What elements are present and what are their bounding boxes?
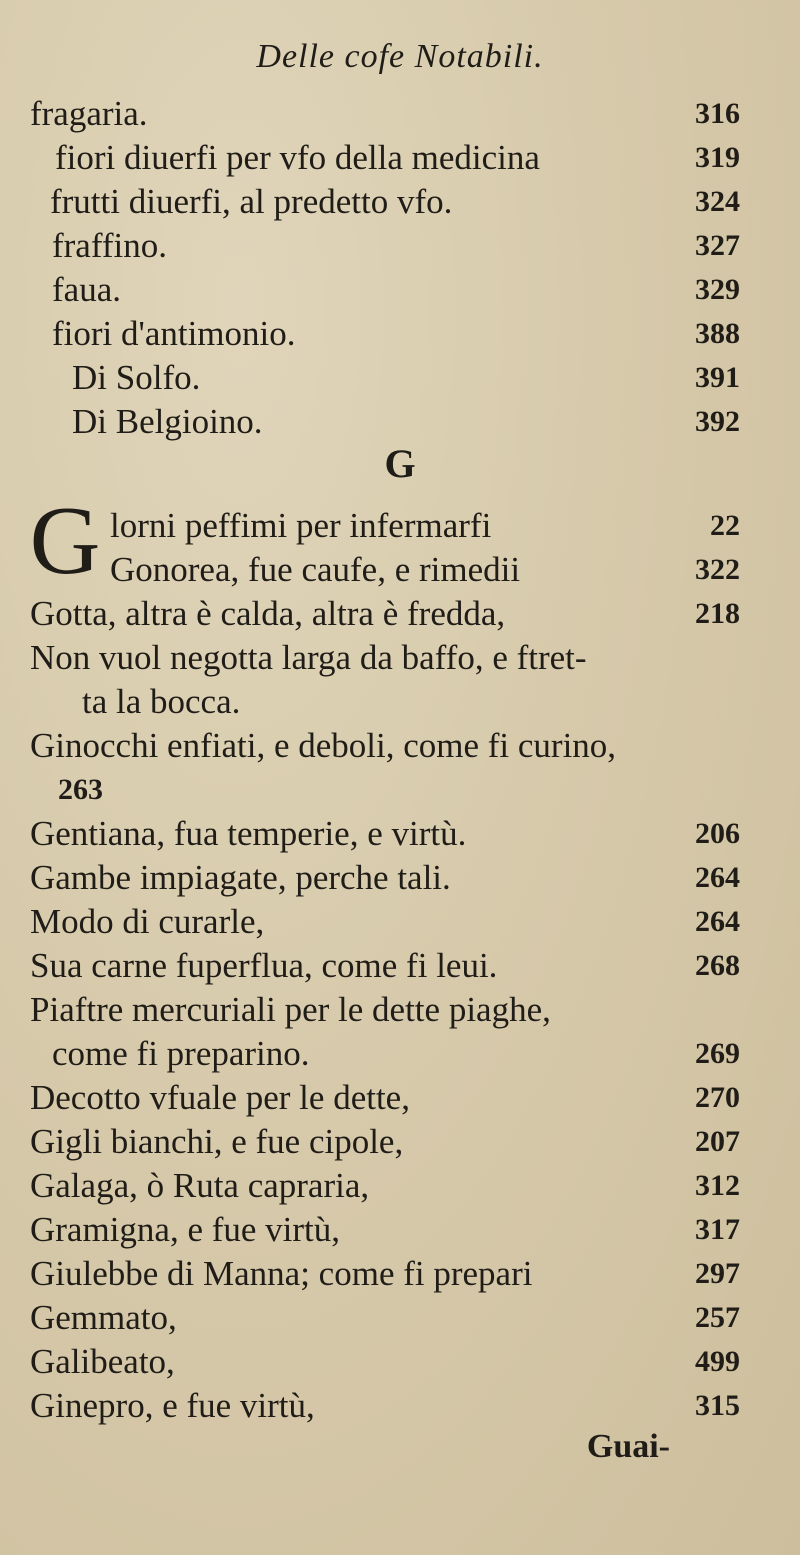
entry-page: 317	[695, 1213, 740, 1246]
entry-text: Gramigna, e fue virtù,	[30, 1210, 341, 1249]
entry-text: Modo di curarle,	[30, 902, 265, 941]
index-entry	[52, 224, 740, 268]
entry-text: fraffino.	[52, 226, 167, 265]
entry-text: Sua carne fuperflua, come fi leui.	[30, 946, 498, 985]
index-entry	[30, 812, 740, 856]
entry-text: Gentiana, fua temperie, e virtù.	[30, 814, 467, 853]
entry-page: 499	[695, 1345, 740, 1378]
entry-text: Gonorea, fue caufe, e rimedii	[110, 550, 521, 589]
entry-text: Gotta, altra è calda, altra è fredda,	[30, 594, 506, 633]
entry-text: Gambe impiagate, perche tali.	[30, 858, 451, 897]
index-entry	[58, 768, 358, 812]
entry-text: ta la bocca.	[82, 682, 241, 721]
index-entry	[30, 1120, 740, 1164]
entry-text: Giulebbe di Manna; come fi prepari	[30, 1254, 533, 1293]
section-letter: G	[384, 441, 416, 486]
index-entry	[30, 1384, 740, 1428]
index-entry	[30, 1164, 740, 1208]
entry-page: 218	[695, 597, 740, 630]
entry-page: 322	[695, 553, 740, 586]
entry-text: Ginocchi enfiati, e deboli, come fi curino,	[30, 726, 617, 765]
index-entry	[52, 1032, 740, 1076]
entry-text: Piaftre mercuriali per le dette piaghe,	[30, 990, 551, 1029]
entry-text: Di Belgioino.	[72, 402, 263, 441]
index-entry	[30, 856, 740, 900]
entry-page: 315	[695, 1389, 740, 1422]
index-entry	[50, 180, 740, 224]
entry-page: 264	[695, 905, 740, 938]
index-entry	[30, 944, 740, 988]
entry-text: Galibeato,	[30, 1342, 175, 1381]
index-entry	[52, 268, 740, 312]
index-entry	[30, 636, 770, 680]
index-entry	[30, 1252, 740, 1296]
entry-text: Di Solfo.	[72, 358, 201, 397]
entry-text: fiori diuerfi per vfo della medicina	[55, 138, 540, 177]
index-entry	[30, 1340, 740, 1384]
entry-text: faua.	[52, 270, 121, 309]
running-header: Delle cofe Notabili.	[256, 38, 544, 75]
entry-page: 316	[695, 97, 740, 130]
index-entry	[30, 92, 740, 136]
index-entry	[52, 312, 740, 356]
entry-page: 388	[695, 317, 740, 350]
entry-text: Non vuol negotta larga da baffo, e ftret-	[30, 638, 587, 677]
catchword: Guai-	[586, 1428, 670, 1465]
index-entry	[30, 1076, 740, 1120]
entry-text: Decotto vfuale per le dette,	[30, 1078, 410, 1117]
entry-text: fiori d'antimonio.	[52, 314, 296, 353]
index-entry	[110, 548, 740, 592]
entry-page: 329	[695, 273, 740, 306]
entry-text: Ginepro, e fue virtù,	[30, 1386, 315, 1425]
index-entry	[30, 900, 740, 944]
entry-text: come fi preparino.	[52, 1034, 310, 1073]
entry-page: 392	[695, 405, 740, 438]
index-entry	[30, 1296, 740, 1340]
entry-text: frutti diuerfi, al predetto vfo.	[50, 182, 453, 221]
entry-page: 207	[695, 1125, 740, 1158]
entry-page: 319	[695, 141, 740, 174]
entry-text: fragaria.	[30, 94, 148, 133]
entry-page: 391	[695, 361, 740, 394]
entry-page: 270	[695, 1081, 740, 1114]
entry-page: 327	[695, 229, 740, 262]
entry-text: lorni peffimi per infermarfi	[110, 506, 492, 545]
index-entry	[72, 356, 740, 400]
index-entry	[30, 1208, 740, 1252]
entry-page: 324	[695, 185, 740, 218]
entry-page: 297	[695, 1257, 740, 1290]
entry-page: 268	[695, 949, 740, 982]
index-entry	[30, 988, 770, 1032]
entry-page: 257	[695, 1301, 740, 1334]
index-entry	[110, 504, 740, 548]
index-entry	[30, 592, 740, 636]
entry-text: 263	[58, 773, 103, 806]
entry-text: Gigli bianchi, e fue cipole,	[30, 1122, 404, 1161]
entry-page: 206	[695, 817, 740, 850]
entry-page: 312	[695, 1169, 740, 1202]
index-entry	[55, 136, 740, 180]
entry-page: 264	[695, 861, 740, 894]
entry-page: 22	[710, 509, 740, 542]
entry-text: Gemmato,	[30, 1298, 177, 1337]
entry-text: Galaga, ò Ruta capraria,	[30, 1166, 370, 1205]
index-entry	[30, 724, 770, 768]
index-entry	[82, 680, 740, 724]
drop-cap: G	[29, 487, 101, 595]
index-entry	[72, 400, 740, 444]
entry-page: 269	[695, 1037, 740, 1070]
